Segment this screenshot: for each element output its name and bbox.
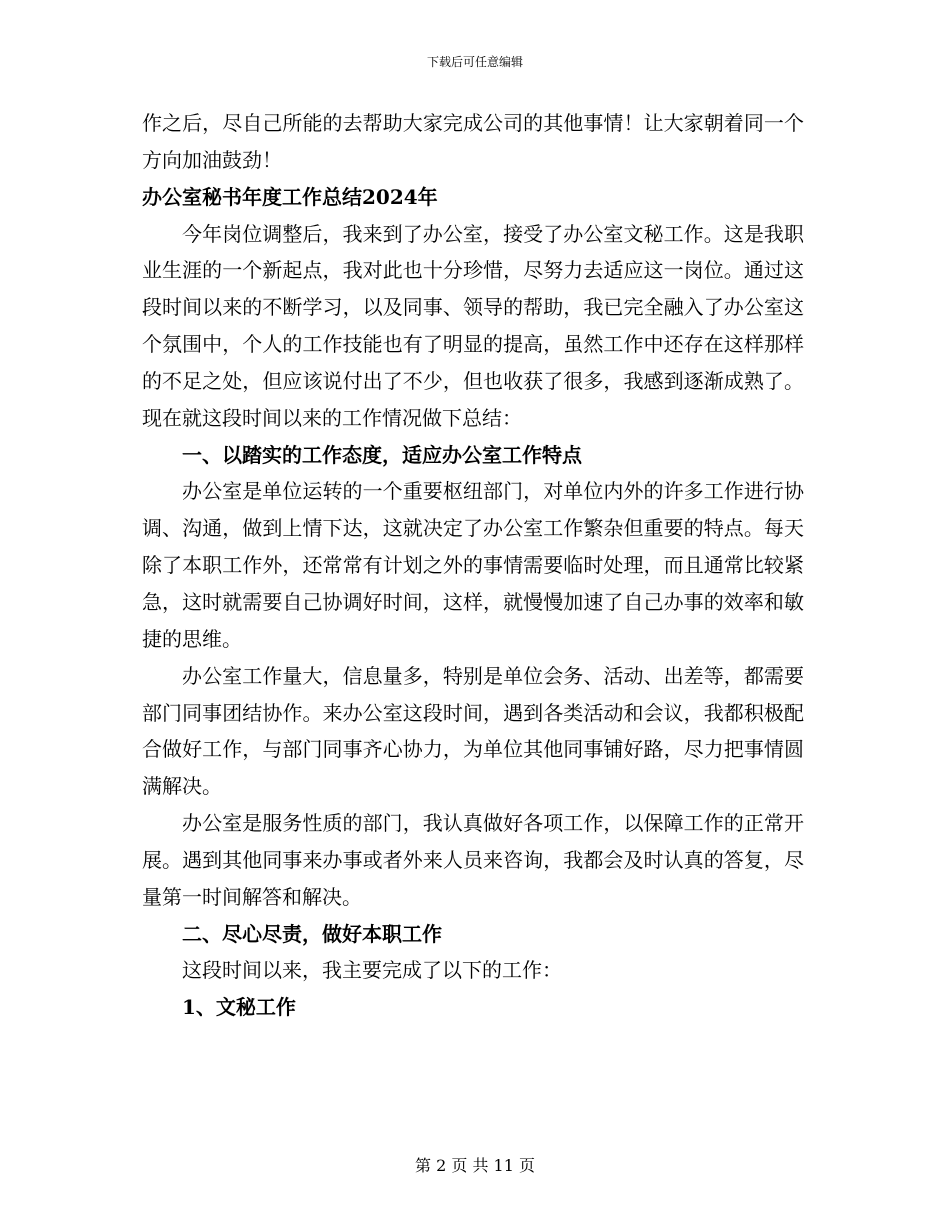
page-header: 下载后可任意编辑 xyxy=(426,55,523,69)
paragraph-4: 这段时间以来，我主要完成了以下的工作： xyxy=(182,958,562,983)
paragraph-2: 办公室工作量大，信息量多，特别是单位会务、活动、出差等，都需要部门同事团结协作。来办公室这段时间，遇到各类活动和会议，我都积极配合做好工作，与部门同事齐心协力，为单位其他同事铺好路，尽力把事情圆满解决。 xyxy=(142,663,804,799)
section-heading-1: 一、以踏实的工作态度，适应办公室工作特点 xyxy=(182,442,582,467)
subsection-heading-1: 1、文秘工作 xyxy=(182,995,296,1020)
continuation-paragraph: 作之后，尽自己所能的去帮助大家完成公司的其他事情！让大家朝着同一个方向加油鼓劲！ xyxy=(142,111,804,172)
section-heading-2: 二、尽心尽责，做好本职工作 xyxy=(182,921,442,946)
intro-paragraph: 今年岗位调整后，我来到了办公室，接受了办公室文秘工作。这是我职业生涯的一个新起点，我对此也十分珍惜，尽努力去适应这一岗位。通过这段时间以来的不断学习，以及同事、领导的帮助，我已完全融入了办公室这个氛围中，个人的工作技能也有了明显的提高，虽然工作中还存在这样那样的不足之处，但应该说付出了不少，但也收获了很多，我感到逐渐成熟了。现在就这段时间以来的工作情况做下总结： xyxy=(142,221,804,430)
page-footer: 第 2 页 共 11 页 xyxy=(415,1156,535,1175)
document-body xyxy=(142,105,804,1026)
document-title: 办公室秘书年度工作总结2024年 xyxy=(142,184,438,209)
paragraph-3: 办公室是服务性质的部门，我认真做好各项工作，以保障工作的正常开展。遇到其他同事来办事或者外来人员来咨询，我都会及时认真的答复，尽量第一时间解答和解决。 xyxy=(142,811,804,909)
paragraph-1: 办公室是单位运转的一个重要枢纽部门，对单位内外的许多工作进行协调、沟通，做到上情下达，这就决定了办公室工作繁杂但重要的特点。每天除了本职工作外，还常常有计划之外的事情需要临时处理，而且通常比较紧急，这时就需要自己协调好时间，这样，就慢慢加速了自己办事的效率和敏捷的思维。 xyxy=(142,479,804,651)
